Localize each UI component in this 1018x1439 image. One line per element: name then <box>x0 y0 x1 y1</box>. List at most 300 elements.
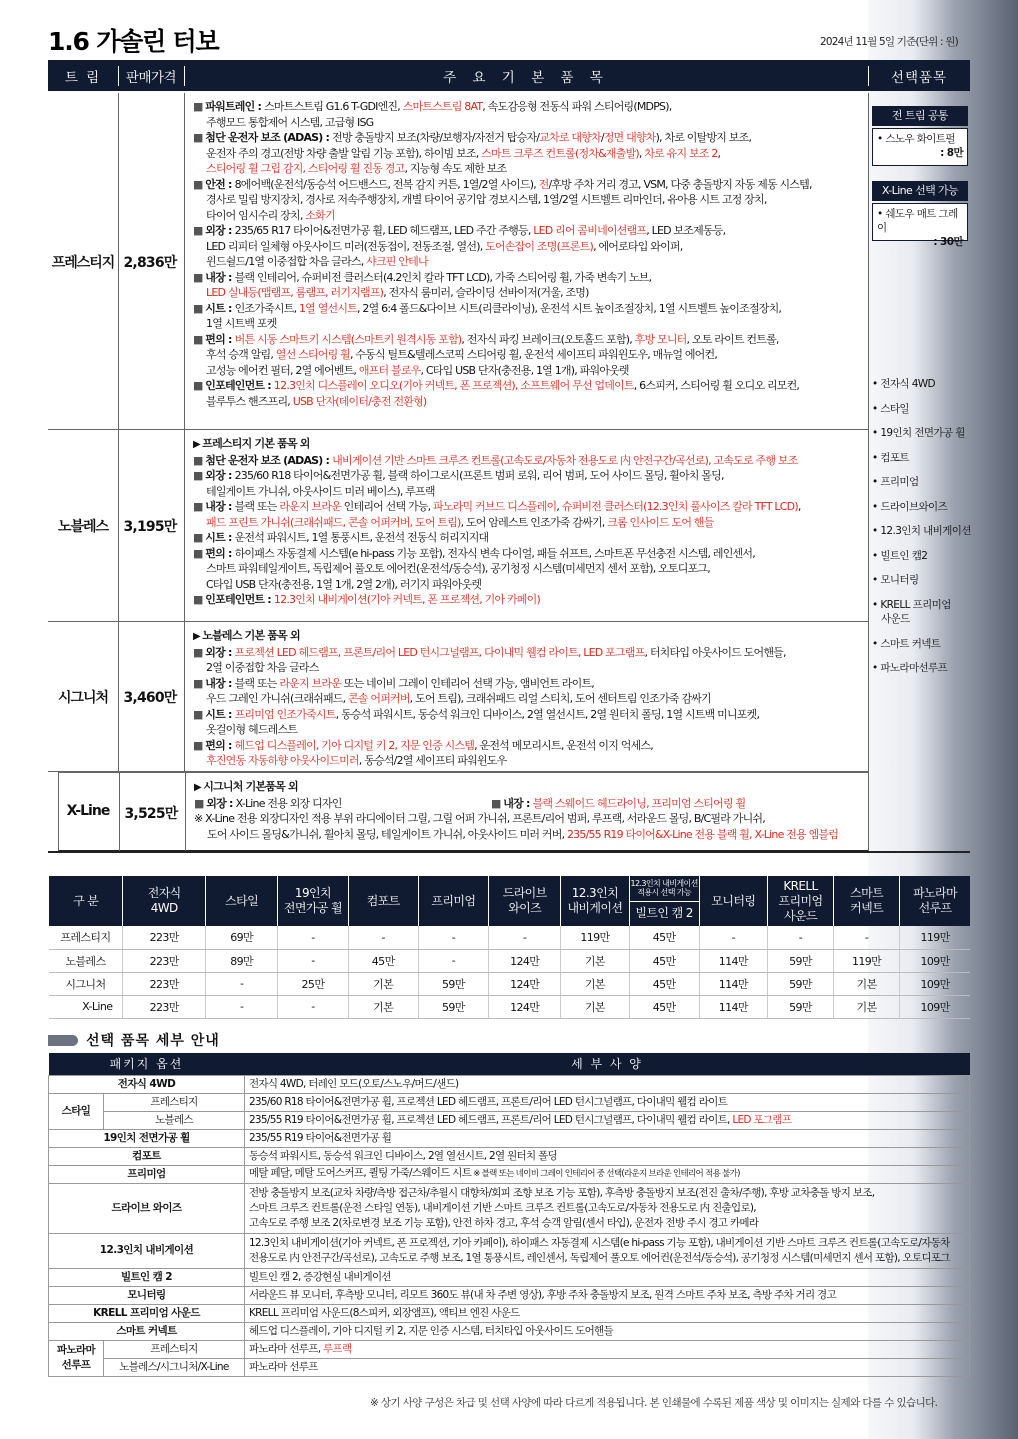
detail-row <box>49 1075 970 1093</box>
item-text: 하이패스 자동결제 시스템(e hi-pass 기능 포함), 전자식 변속 다이얼, 패들 쉬프트, 스마트폰 무선충전 시스템, 레인센서, <box>234 546 755 560</box>
table-cell: 25만 <box>278 972 348 995</box>
item-text: 스마트 파워테일게이트, 독립제어 풀오토 에어컨(운전석/동승석), 공기청정 시스템(미세먼지 센서 포함), 오토디포그, <box>206 562 710 575</box>
item-line <box>193 177 863 193</box>
table-cell: 59만 <box>418 995 488 1018</box>
item-text: / <box>600 131 604 144</box>
item-line <box>193 577 863 593</box>
item-text: 외장 : <box>205 645 235 659</box>
table-cell: - <box>418 949 488 972</box>
option-common-title: 전 트림 공통 <box>872 106 968 126</box>
option-col-header: 전자식 4WD <box>123 876 206 926</box>
item-line <box>193 738 863 754</box>
item-line <box>193 285 863 301</box>
footnote: ※ 상기 사양 구성은 차급 및 선택 사양에 따라 다르게 적용됩니다. 본 인쇄물에 수록된 제품 색상 및 이미지는 실제와 다를 수 있습니다. <box>370 1397 938 1409</box>
item-text: 후방 모니터 <box>634 332 687 346</box>
table-cell: 59만 <box>418 972 488 995</box>
item-text: 소화기 <box>305 208 335 222</box>
item-text: 외장 : <box>205 224 235 237</box>
detail-spec <box>244 1322 969 1340</box>
detail-spec-text: 빌트인 캠 2, 증강현실 내비게이션 <box>248 1270 391 1283</box>
item-text: 첨단 운전자 보조 (ADAS) : <box>205 453 333 467</box>
item-text: , <box>797 500 801 513</box>
detail-spec <box>244 1111 969 1129</box>
trim-row <box>48 93 868 430</box>
item-text: 시그니처 기본품목 외 <box>203 780 298 793</box>
item-text: 1열 시트백 포켓 <box>206 317 277 330</box>
item-text: 도어 사이드 몰딩&가니쉬, 휠아치 몰딩, 테일게이트 가니쉬, 아웃사이드 미러 커버, <box>207 827 567 841</box>
table-cell: 69만 <box>206 926 278 949</box>
item-text: 슈퍼비전 클러스터(12.3인치 풀사이즈 칼라 TFT LCD) <box>561 500 798 513</box>
item-line <box>193 546 863 562</box>
item-text: LED 리어 콤비네이션램프 <box>533 224 647 237</box>
item-line <box>193 676 863 692</box>
table-cell: 59만 <box>767 995 833 1018</box>
header-divider <box>118 66 119 86</box>
item-line <box>193 347 863 363</box>
detail-option-name: 프리미엄 <box>49 1165 245 1183</box>
header-divider <box>868 66 869 86</box>
table-cell: 223만 <box>123 949 206 972</box>
detail-option-name: 컴포트 <box>49 1147 245 1165</box>
table-cell: 223만 <box>123 995 206 1018</box>
item-text: 인포테인먼트 : <box>205 379 274 392</box>
option-xline-title: X-Line 선택 가능 <box>872 181 968 201</box>
item-line <box>193 592 863 608</box>
detail-row <box>49 1165 970 1183</box>
item-text: 2열 이중접합 차음 글라스 <box>206 661 319 674</box>
item-text: 외장 : <box>206 796 236 810</box>
table-cell: 109만 <box>900 972 970 995</box>
table-cell: 223만 <box>123 972 206 995</box>
item-text: , LED 보조제동등, <box>646 224 726 237</box>
detail-spec-text: 파노라마 선루프, <box>248 1342 323 1355</box>
item-text: , 전자식 룸미러, 슬라이딩 선바이저(거울, 조명) <box>383 286 589 299</box>
item-text: LED 리피터 일체형 아웃사이드 미러(전동접이, 전동조절, 열선), <box>206 239 486 253</box>
detail-row <box>49 1147 970 1165</box>
item-line <box>193 753 863 769</box>
detail-spec-text: 235/55 R19 타이어&전면가공 휠, 프로젝션 LED 헤드램프, 프론트/리어 LED 턴시그널램프, 다이내믹 웰컴 라이트, <box>248 1113 733 1126</box>
detail-option-name: 전자식 4WD <box>49 1075 245 1093</box>
option-col-header: 12.3인치 내비게이션 <box>561 876 629 926</box>
item-text: 고성능 에어컨 필터, 2열 에어벤트, <box>206 363 359 377</box>
detail-spec-line: 전용도로 内 안전구간/곡선로), 고속도로 주행 보조, 1열 통풍시트, 레인센서, 독립제어 풀오토 에어컨(운전석/동승석), 공기청정 시스템(미세먼지 센서 포함), 오토디포그 <box>248 1251 950 1264</box>
item-text: 스마트스트림 8AT <box>402 100 483 113</box>
item-text: 내장 : <box>205 270 235 284</box>
item-text: 스마트스트림 G1.6 T-GDI엔진, <box>264 100 403 113</box>
option-col-header: 12.3인치 내비게이션 적용시 선택 가능 <box>629 876 699 901</box>
trim-price: 3,525만 <box>124 806 178 822</box>
detail-row <box>49 1340 970 1358</box>
option-list-item: • 모니터링 <box>872 574 919 586</box>
item-text: 235/65 R17 타이어&전면가공 휠, LED 헤드램프, LED 주간 주행등, <box>234 224 534 237</box>
detail-spec-highlight: LED 포그램프 <box>732 1113 792 1126</box>
detail-option-name: KRELL 프리미엄 사운드 <box>49 1304 245 1322</box>
table-cell: 109만 <box>900 949 970 972</box>
detail-option-name: 12.3인치 내비게이션 <box>49 1233 245 1268</box>
item-text: 프로젝션 LED 헤드램프, 프론트/리어 LED 턴시그널램프, 다이내믹 웰컴 라이트, LED 포그램프 <box>234 645 645 659</box>
item-text: 샤크핀 안테나 <box>366 255 428 268</box>
item-line <box>194 827 864 843</box>
item-text: 도어손잡이 조명(프론트) <box>485 239 594 253</box>
header-options: 선택품목 <box>868 60 970 91</box>
table-cell: 시그니처 <box>49 972 123 995</box>
item-text: , 터치타입 아웃사이드 도어핸들, <box>644 645 786 659</box>
item-text: 스티어링 휠 그립 감지, 스티어링 휠 진동 경고 <box>206 162 405 175</box>
table-cell: 기본 <box>348 972 418 995</box>
table-cell: 119만 <box>561 926 629 949</box>
item-line <box>194 779 864 796</box>
item-text: 전 <box>538 177 549 191</box>
table-cell: - <box>418 926 488 949</box>
item-line <box>193 628 863 645</box>
item-text: , 지능형 속도 제한 보조 <box>404 162 507 175</box>
item-text: , 도어 암레스트 인조가죽 감싸기, <box>460 515 608 529</box>
trim-name: 노블레스 <box>57 519 109 535</box>
table-row <box>49 995 971 1018</box>
item-text: 또는 네이비 그레이 인테리어 선택 가능, 앰비언트 라이트, <box>340 676 594 690</box>
item-text: , 동승석 파워시트, 동승석 워크인 디바이스, 2열 열선시트, 2열 원터치 폴딩, 1열 시트백 미니포켓, <box>335 707 760 721</box>
item-text: 12.3인치 디스플레이 오디오(기아 커넥트, 폰 프로젝션), 소프트웨어 무선 업데이트 <box>273 379 634 392</box>
table-cell: 45만 <box>629 949 699 972</box>
item-line <box>193 515 863 531</box>
option-col-header: 컴포트 <box>348 876 418 926</box>
item-text: , 6스피커, 스티어링 휠 오디오 리모컨, <box>633 379 800 392</box>
item-line <box>193 301 863 317</box>
option-list-item: • 19인치 전면가공 휠 <box>872 427 965 439</box>
detail-col-header: 패키지 옵션 <box>49 1053 245 1075</box>
xline-inner-item: ■ 내장 : 블랙 스웨이드 헤드라이닝, 프리미엄 스티어링 휠 <box>491 796 746 810</box>
table-row <box>49 926 971 949</box>
trim-row <box>48 430 868 622</box>
table-cell: - <box>206 972 278 995</box>
item-line <box>193 316 863 332</box>
item-line <box>193 378 863 394</box>
table-cell: 114만 <box>699 949 767 972</box>
detail-spec-text: 메탈 페달, 메탈 도어스커프, 퀼팅 가죽/스웨이드 시트 <box>248 1167 472 1179</box>
option-common-box <box>872 128 968 166</box>
detail-sub-name: 노블레스/시그니처/X-Line <box>104 1358 245 1376</box>
item-text: 전방 충돌방지 보조(차량/보행자/자전거 탑승자/ <box>332 131 540 144</box>
option-common-price: : 8만 <box>940 147 963 159</box>
detail-option-name: 모니터링 <box>49 1286 245 1304</box>
option-col-header: 드라이브 와이즈 <box>489 876 561 926</box>
item-text: 내장 : <box>205 500 235 513</box>
option-list-item: 사운드 <box>881 613 910 625</box>
item-text: , <box>556 500 562 513</box>
option-col-header: 프리미엄 <box>418 876 488 926</box>
item-text: 라운지 브라운 <box>279 500 341 513</box>
item-line <box>193 332 863 348</box>
item-text: , <box>717 146 721 160</box>
table-cell: X-Line <box>49 995 123 1018</box>
header-trim: 트 림 <box>48 60 118 91</box>
trim-row <box>58 772 868 852</box>
detail-spec-text: 전자식 4WD, 터레인 모드(오토/스노우/머드/샌드) <box>248 1077 459 1090</box>
detail-spec-line: 고속도로 주행 보조 2(차로변경 보조 기능 포함), 안전 하차 경고, 후석 승객 알림(센서 타입), 운전자 전방 주시 경고 카메라 <box>248 1216 759 1229</box>
item-line <box>193 363 863 379</box>
detail-spec-text: 동승석 파워시트, 동승석 워크인 디바이스, 2열 열선시트, 2열 원터치 폴딩 <box>248 1149 557 1162</box>
table-cell: 59만 <box>767 949 833 972</box>
item-line <box>193 660 863 676</box>
item-text: 235/55 R19 타이어&X-Line 전용 블랙 휠, X-Line 전용 엠블럼 <box>566 827 839 841</box>
item-text: 블랙 또는 <box>234 676 280 690</box>
detail-spec-text: 헤드업 디스플레이, 기아 디지털 키 2, 지문 인증 시스템, 터치타입 아웃사이드 도어핸들 <box>248 1324 613 1337</box>
item-text: 인테리어 선택 가능, <box>340 500 434 513</box>
option-col-header: 19인치 전면가공 휠 <box>278 876 348 926</box>
option-xline-item: • 쉐도우 매트 그레이 <box>877 208 958 234</box>
table-cell: - <box>834 926 900 949</box>
item-text: 12.3인치 내비게이션(기아 커넥트, 폰 프로젝션, 기아 카페이) <box>273 593 540 606</box>
item-text: , 오토 라이트 컨트롤, <box>686 332 779 346</box>
item-text: 스마트 크루즈 컨트롤(정차&재출발) <box>481 146 639 160</box>
item-text: , 운전석 메모리시트, 운전석 이지 억세스, <box>474 738 653 752</box>
table-cell: - <box>278 995 348 1018</box>
table-cell: 114만 <box>699 995 767 1018</box>
item-text: 프리미엄 인조가죽시트 <box>234 707 336 721</box>
header-price: 판매가격 <box>118 60 184 91</box>
option-list-item: • 12.3인치 내비게이션 <box>872 525 971 537</box>
item-line <box>193 254 863 270</box>
detail-option-name: 스마트 커넥트 <box>49 1322 245 1340</box>
item-text: 애프터 블로우 <box>358 363 421 377</box>
item-text: 콘솔 어퍼커버 <box>348 692 410 705</box>
item-text: 시트 : <box>205 707 235 721</box>
item-text: 첨단 운전자 보조 (ADAS) : <box>205 131 333 144</box>
item-text: 옷걸이형 헤드레스트 <box>206 723 298 736</box>
item-text: 내장 : <box>205 676 235 690</box>
table-cell: 59만 <box>767 972 833 995</box>
option-list <box>872 372 971 681</box>
item-line <box>194 811 864 827</box>
page-title: 1.6 가솔린 터보 <box>48 27 219 56</box>
trim-items <box>194 779 864 842</box>
option-col-header: 스마트 커넥트 <box>834 876 900 926</box>
detail-spec <box>244 1129 969 1147</box>
table-cell: 기본 <box>348 995 418 1018</box>
item-text: 인포테인먼트 : <box>205 593 274 606</box>
item-text: 타이어 임시수리 장치, <box>206 208 306 222</box>
item-text: 편의 : <box>205 546 235 560</box>
detail-spec <box>244 1183 969 1233</box>
detail-sub-name: 프레스티지 <box>104 1093 245 1111</box>
item-text: , 수동식 틸트&텔레스코픽 스티어링 휠, 운전석 세이프티 파워윈도우, 매뉴얼 에어컨, <box>349 348 718 361</box>
col-divider <box>184 430 185 622</box>
trim-price: 3,195만 <box>123 519 177 535</box>
trim-row <box>48 622 868 772</box>
item-text: 안전 : <box>205 177 235 191</box>
option-detail-table <box>48 1053 970 1377</box>
table-cell: 45만 <box>629 995 699 1018</box>
detail-option-name: 드라이브 와이즈 <box>49 1183 245 1233</box>
item-text: 정면 대향차 <box>603 131 656 144</box>
trim-name: 시그니처 <box>57 690 109 706</box>
item-text: , 2열 6:4 폴드&다이브 시트(리클라이닝), 운전석 시트 높이조절장치, 1열 시트벨트 높이조절장치, <box>357 301 782 315</box>
table-cell: 45만 <box>348 949 418 972</box>
item-line <box>193 691 863 707</box>
detail-row <box>49 1129 970 1147</box>
detail-row <box>49 1233 970 1268</box>
item-line <box>193 208 863 224</box>
item-line <box>193 115 863 131</box>
detail-spec <box>244 1358 969 1376</box>
option-list-item: • 빌트인 캠2 <box>872 549 928 562</box>
table-cell: - <box>278 926 348 949</box>
header-divider <box>184 66 185 86</box>
detail-option-name: 19인치 전면가공 휠 <box>49 1129 245 1147</box>
detail-sub-name: 프레스티지 <box>104 1340 245 1358</box>
option-col-header: 빌트인 캠 2 <box>629 901 699 926</box>
detail-spec-line: 전방 충돌방지 보조(교차 차량/측방 접근차/추월시 대향차/회피 조향 보조 기능 포함), 후측방 충돌방지 보조(전진 출차/주행), 후방 교차충돌 방지 보조, <box>248 1186 875 1199</box>
detail-spec-highlight: 루프랙 <box>322 1342 352 1355</box>
item-line <box>193 223 863 239</box>
table-cell: 114만 <box>699 972 767 995</box>
price-date: 2024년 11월 5일 기준(단위 : 원) <box>820 36 958 48</box>
table-cell: 기본 <box>561 949 629 972</box>
trim-items <box>193 628 863 769</box>
detail-spec-text: 서라운드 뷰 모니터, 후측방 모니터, 리모트 360도 뷰(내 차 주변 영상), 후방 주차 충돌방지 보조, 원격 스마트 주차 보조, 측방 주차 거리 경고 <box>248 1288 836 1301</box>
item-text: , 도어 트림), 크래쉬패드 리얼 스티치, 도어 센터트림 인조가죽 감싸기 <box>409 692 711 705</box>
option-list-item: • 스타일 <box>872 402 909 415</box>
item-text: , 동승석/2열 세이프티 파워윈도우 <box>358 754 507 767</box>
item-text: 운전석 파워시트, 1열 통풍시트, 운전석 전동식 허리지지대 <box>234 531 489 544</box>
item-text: C타입 USB 단자(충전용, 1열 1개, 2열 2개), 러기지 파워아웃렛 <box>206 577 482 591</box>
detail-spec <box>244 1165 969 1183</box>
table-cell: 89만 <box>206 949 278 972</box>
item-line <box>193 499 863 515</box>
item-text: 시트 : <box>205 531 235 544</box>
detail-spec-text: 235/60 R18 타이어&전면가공 휠, 프로젝션 LED 헤드램프, 프론트/리어 LED 턴시그널램프, 다이내믹 웰컴 라이트 <box>248 1095 728 1108</box>
option-col-header: 파노라마 선루프 <box>900 876 970 926</box>
detail-spec <box>244 1147 969 1165</box>
item-text: LED 실내등(맵램프, 룸램프, 러기지램프) <box>206 286 384 299</box>
detail-row <box>49 1322 970 1340</box>
detail-spec <box>244 1286 969 1304</box>
option-common-item: • 스노우 화이트펄 <box>877 133 955 145</box>
item-text: 인조가죽시트, <box>234 301 299 315</box>
detail-spec-line: 12.3인치 내비게이션(기아 커넥트, 폰 프로젝션, 기아 카페이), 하이패스 자동결제 시스템(e hi-pass 기능 포함), 내비게이션 기반 스마트 크루즈 컨트롤(고속도로/자동차 <box>248 1236 950 1249</box>
option-col-header: KRELL 프리미엄 사운드 <box>767 876 833 926</box>
table-cell: 기본 <box>834 995 900 1018</box>
item-line <box>193 270 863 286</box>
detail-row <box>49 1286 970 1304</box>
item-text: , 전자식 파킹 브레이크(오토홀드 포함), <box>461 332 635 346</box>
item-text: 1열 열선시트 <box>298 301 357 315</box>
item-text: 프레스티지 기본 품목 외 <box>202 437 310 450</box>
item-text: 블랙 인테리어, 슈퍼비전 클러스터(4.2인치 칼라 TFT LCD), 가죽 스티어링 휠, 가죽 변속기 노브, <box>234 270 652 284</box>
table-cell: 124만 <box>489 972 561 995</box>
detail-spec <box>244 1304 969 1322</box>
table-cell: - <box>489 926 561 949</box>
item-line <box>193 99 863 115</box>
option-list-item: • 스마트 커넥트 <box>872 637 941 650</box>
item-line <box>193 530 863 546</box>
item-text: 외장 : <box>205 469 235 482</box>
item-text: 차로 유지 보조 2 <box>644 146 718 160</box>
detail-spec <box>244 1075 969 1093</box>
item-text: 윈드쉴드/1열 이중접합 차음 글라스, <box>206 255 367 268</box>
item-text: 경사로 밀림 방지장치, 경사로 저속주행장치, 개별 타이어 공기압 경보시스템, 1열/2열 시트벨트 리마인더, 유아용 시트 고정 장치, <box>206 193 767 206</box>
detail-row <box>49 1268 970 1286</box>
detail-option-name: 빌트인 캠 2 <box>49 1268 245 1286</box>
item-text: ), 차로 이탈방지 보조, <box>655 131 752 144</box>
detail-group-name: 파노라마 선루프 <box>49 1340 104 1376</box>
trim-items <box>193 436 863 608</box>
item-text: /후방 주차 거리 경고, VSM, 다중 충돌방지 자동 제동 시스템, <box>548 177 812 191</box>
item-text: 우드 그레인 가니쉬(크래쉬패드, <box>206 692 349 705</box>
item-line <box>193 645 863 661</box>
section-marker <box>48 1035 78 1046</box>
option-xline-price: : 30만 <box>933 236 963 248</box>
item-text: , C타입 USB 단자(충전용, 1열 1개), 파워아웃렛 <box>420 363 629 377</box>
item-text: 주행모드 통합제어 시스템, 고급형 ISG <box>206 115 374 129</box>
section-title: 선택 품목 세부 안내 <box>86 1033 220 1049</box>
item-text: 크롬 인사이드 도어 핸들 <box>607 515 714 529</box>
item-line <box>193 436 863 453</box>
detail-row <box>49 1183 970 1233</box>
item-line <box>193 394 863 410</box>
trim-items <box>193 99 863 409</box>
item-text: ※ X-Line 전용 외장디자인 적용 부위 라디에이터 그릴, 그릴 어퍼 가니쉬, 프론트/리어 범퍼, 루프랙, 서라운드 몰딩, B/C필라 가니쉬, <box>194 812 765 825</box>
detail-spec <box>244 1340 969 1358</box>
item-text: 블랙 또는 <box>234 500 280 513</box>
table-cell: - <box>767 926 833 949</box>
item-text: 테일게이트 가니쉬, 아웃사이드 미러 베이스), 루프랙 <box>206 484 435 498</box>
trim-price: 2,836만 <box>123 254 177 271</box>
item-text: 버튼 시동 스마트키 시스템(스마트키 원격시동 포함) <box>234 332 462 346</box>
item-text: , 속도감응형 전동식 파워 스티어링(MDPS), <box>482 100 672 113</box>
table-cell: 223만 <box>123 926 206 949</box>
table-bottom-rule <box>48 851 970 853</box>
option-list-item: • 프리미엄 <box>872 476 919 488</box>
table-row <box>49 972 971 995</box>
table-cell: - <box>206 995 278 1018</box>
option-list-item: • 전자식 4WD <box>872 378 936 390</box>
item-text: 운전자 주의 경고(전방 차량 출발 알림 기능 포함), 하이빔 보조, <box>206 146 482 160</box>
option-list-item: • KRELL 프리미엄 <box>872 598 951 611</box>
detail-spec-text: 235/55 R19 타이어&전면가공 휠 <box>248 1131 392 1144</box>
item-text: 후석 승객 알림, <box>206 348 276 361</box>
item-text: 라운지 브라운 <box>279 676 341 690</box>
detail-row <box>49 1304 970 1322</box>
item-line <box>193 239 863 255</box>
detail-spec-note: ※ 블랙 또는 네이비 그레이 인테리어 중 선택(라운지 브라운 인테리어 적용 불가) <box>471 1169 740 1179</box>
detail-spec <box>244 1233 969 1268</box>
item-text: 편의 : <box>205 738 235 752</box>
item-line <box>193 130 863 146</box>
detail-spec-text: 파노라마 선루프 <box>248 1360 318 1373</box>
item-line <box>193 453 863 469</box>
table-cell: 기본 <box>834 972 900 995</box>
table-cell: - <box>278 949 348 972</box>
table-cell: 124만 <box>489 995 561 1018</box>
detail-col-header: 세 부 사 양 <box>244 1053 969 1075</box>
table-cell: 119만 <box>834 949 900 972</box>
option-col-header: 모니터링 <box>699 876 767 926</box>
item-text: 블루투스 핸즈프리, <box>206 394 293 408</box>
detail-row <box>49 1358 970 1376</box>
item-line <box>194 796 864 812</box>
item-line <box>193 192 863 208</box>
header-items: 주 요 기 본 품 목 <box>184 60 868 91</box>
item-text: 내비게이션 기반 스마트 크루즈 컨트롤(고속도로/자동차 전용도로 内 안전구간/곡선로), 고속도로 주행 보조 <box>332 453 798 467</box>
table-cell: 45만 <box>629 926 699 949</box>
detail-spec <box>244 1093 969 1111</box>
item-line <box>193 561 863 577</box>
item-text: 시트 : <box>205 301 235 315</box>
item-line <box>193 161 863 177</box>
item-line <box>193 707 863 723</box>
col-divider <box>184 622 185 772</box>
